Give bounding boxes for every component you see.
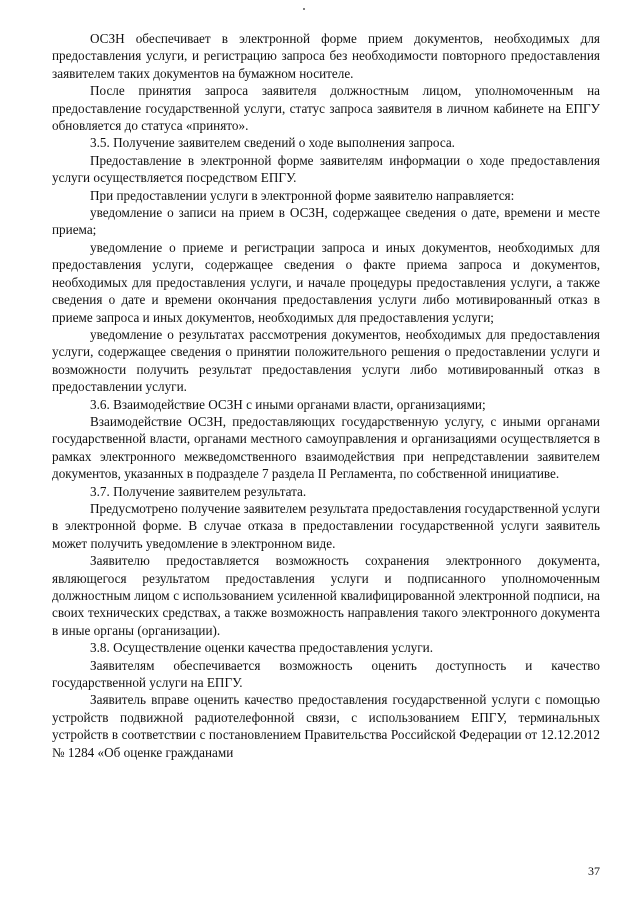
- document-body: [52, 30, 600, 761]
- section-heading-3-5: 3.5. Получение заявителем сведений о ходе выполнения запроса.: [90, 135, 455, 151]
- paragraph-15: Заявителям обеспечивается возможность оценить доступность и качество государственной услуги на ЕПГУ.: [52, 657, 600, 691]
- section-heading-3-6: 3.6. Взаимодействие ОСЗН с иными органами власти, организациями;: [90, 396, 486, 412]
- paragraph-1: ОСЗН обеспечивает в электронной форме прием документов, необходимых для предоставления услуги, и регистрацию запроса без необходимости повторного предоставления заявителем таких документов на бумажном носителе.: [52, 31, 600, 81]
- paragraph-4: Предоставление в электронной форме заявителям информации о ходе предоставления услуги осуществляется посредством ЕПГУ.: [52, 152, 600, 186]
- paragraph-16: Заявитель вправе оценить качество предоставления государственной услуги с помощью устройств подвижной радиотелефонной связи, с использованием ЕПГУ, терминальных устройств в соответствии с постановлением Правительства Российской Федерации от 12.12.2012 № 1284 «Об оценке гражданами: [52, 692, 600, 760]
- paragraph-2: После принятия запроса заявителя должностным лицом, уполномоченным на предоставление государственной услуги, статус запроса заявителя в личном кабинете на ЕПГУ обновляется до статуса «принято».: [52, 83, 600, 134]
- paragraph-7: уведомление о приеме и регистрации запроса и иных документов, необходимых для предоставления услуги, содержащее сведения о факте приема запроса и документов, необходимых для предоставления услуги, и начале процедуры предоставления услуги, а также сведения о дате и времени окончания предоставления услуги либо мотивированный отказ в приеме запроса и иных документов, необходимых для предоставления услуги;: [52, 239, 600, 325]
- paragraph-10: Взаимодействие ОСЗН, предоставляющих государственную услугу, с иными органами государственной власти, органами местного самоуправления и организациями осуществляется в рамках электронного межведомственного взаимодействия при непредставлении заявителем документов, указанных в подразделе 7 раздела II Регламента, по собственной инициативе.: [52, 413, 600, 482]
- paragraph-6: уведомление о записи на прием в ОСЗН, содержащее сведения о дате, времени и месте приема;: [52, 205, 600, 238]
- paragraph-5: При предоставлении услуги в электронной форме заявителю направляется:: [90, 187, 515, 203]
- paragraph-8: уведомление о результатах рассмотрения документов, необходимых для предоставления услуги, содержащее сведения о принятии положительного решения о предоставлении услуги и возможности получить результат предоставления услуги либо мотивированный отказ в предоставлении услуги.: [52, 326, 600, 395]
- scan-speck: [303, 8, 305, 10]
- paragraph-12: Предусмотрено получение заявителем результата предоставления государственной услуги в электронной форме. В случае отказа в предоставлении государственной услуги заявитель может получить уведомление в электронном виде.: [52, 500, 600, 551]
- page-number: 37: [588, 864, 600, 878]
- section-heading-3-7: 3.7. Получение заявителем результата.: [90, 483, 307, 499]
- section-heading-3-8: 3.8. Осуществление оценки качества предоставления услуги.: [90, 640, 434, 656]
- paragraph-13: Заявителю предоставляется возможность сохранения электронного документа, являющегося результатом предоставления услуги и подписанного уполномоченным должностным лицом с использованием усиленной квалифицированной электронной подписи, на своих технических средствах, а также возможность направления такого электронного документа в иные органы (организации).: [52, 553, 600, 638]
